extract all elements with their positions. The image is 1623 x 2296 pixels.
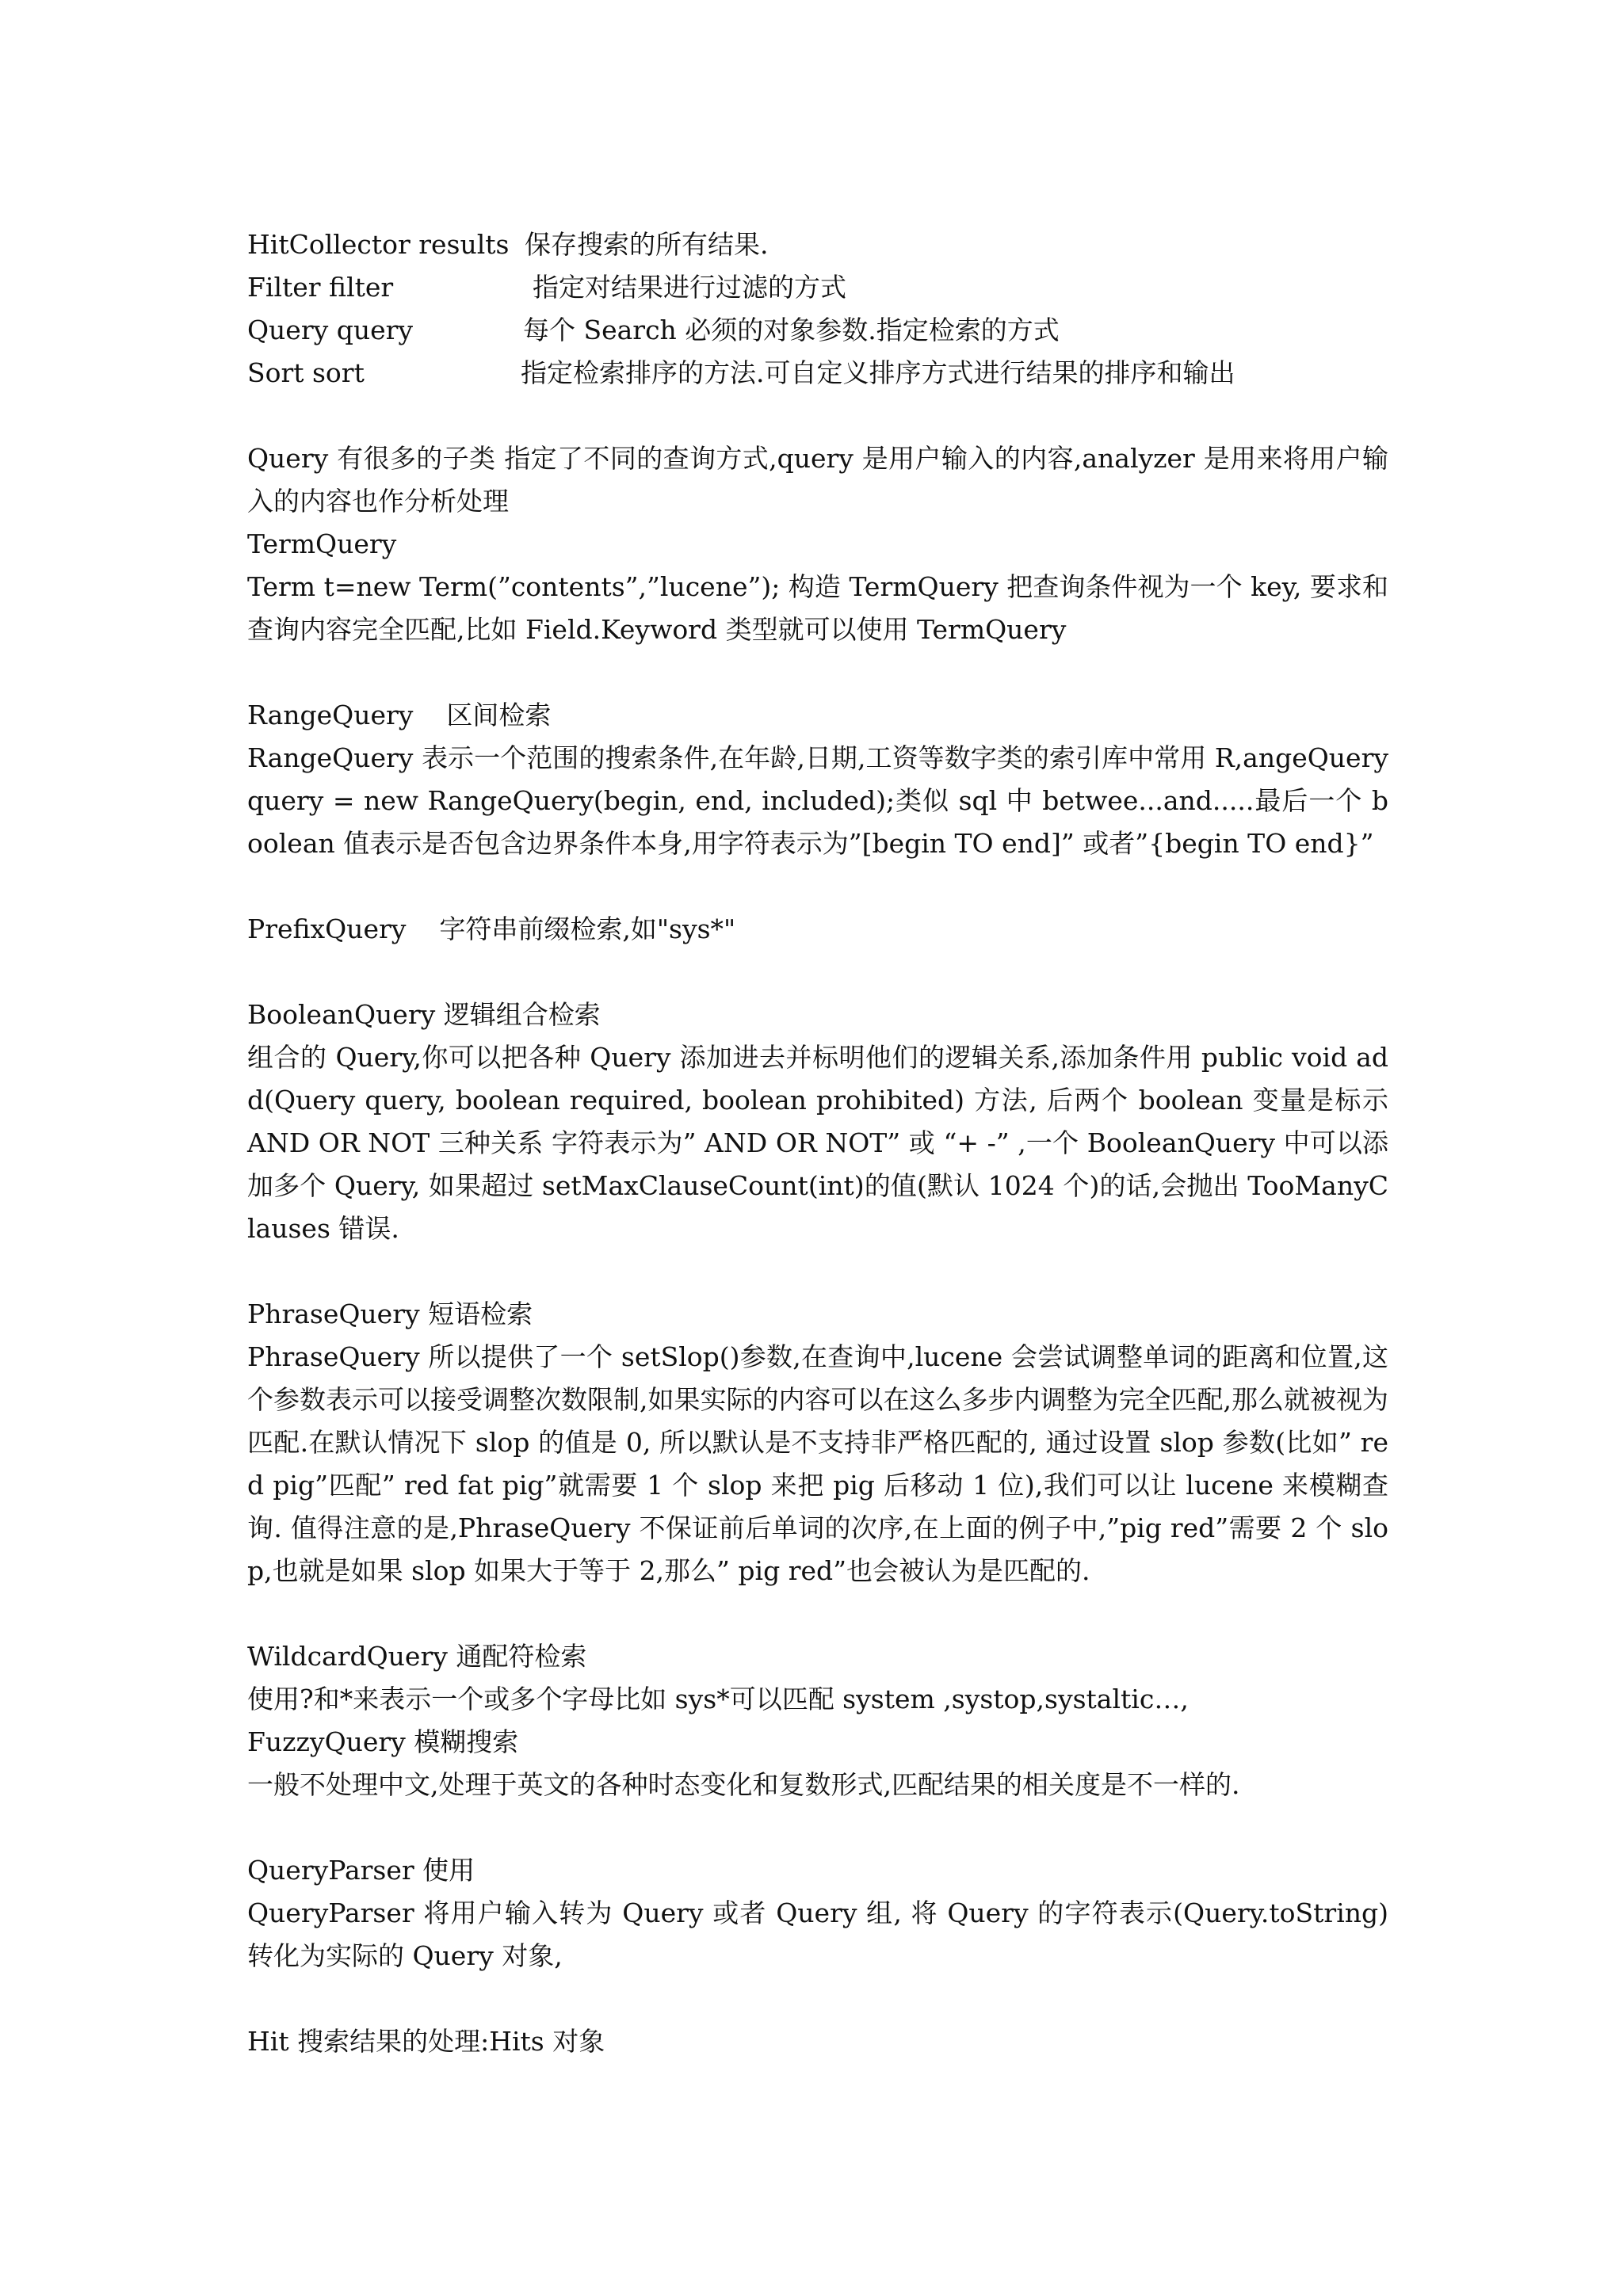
spacer — [247, 395, 1388, 437]
spacer — [247, 1806, 1388, 1849]
wildcard-query-title: WildcardQuery 通配符检索 — [247, 1641, 587, 1672]
spacer — [247, 951, 1388, 994]
hit-title: Hit 搜索结果的处理:Hits 对象 — [247, 2026, 605, 2057]
query-parser-body: QueryParser 将用户输入转为 Query 或者 Query 组, 将 Query 的字符表示(Query.toString)转化为实际的 Query 对象, — [247, 1897, 1388, 1971]
param-name: Sort sort — [247, 357, 365, 388]
boolean-query-title: BooleanQuery 逻辑组合检索 — [247, 999, 601, 1030]
param-row-sort — [247, 352, 1388, 395]
fuzzy-query-title: FuzzyQuery 模糊搜索 — [247, 1726, 519, 1757]
param-row-query — [247, 309, 1388, 352]
range-query-body: RangeQuery 表示一个范围的搜索条件,在年龄,日期,工资等数字类的索引库中常用 R,angeQuery query = new RangeQuery(begin, end, included);类似 sql 中 betwee...and.....最后一个 boolean 值表示是否包含边界条件本身,用字符表示为”[begin TO end]” 或者”{begin TO end}” — [247, 742, 1388, 859]
query-intro-paragraph: Query 有很多的子类 指定了不同的查询方式,query 是用户输入的内容,analyzer 是用来将用户输入的内容也作分析处理 — [247, 443, 1388, 517]
term-query-title: TermQuery — [247, 528, 397, 559]
phrase-query-title: PhraseQuery 短语检索 — [247, 1299, 533, 1329]
spacer — [247, 865, 1388, 908]
term-query-body: Term t=new Term(”contents”,”lucene”); 构造 TermQuery 把查询条件视为一个 key, 要求和查询内容完全匹配,比如 Field.Keyword 类型就可以使用 TermQuery — [247, 571, 1388, 645]
spacer — [247, 1978, 1388, 2020]
param-row-hitcollector — [247, 223, 1388, 266]
param-desc: 指定对结果进行过滤的方式 — [533, 272, 846, 303]
param-desc: 保存搜索的所有结果. — [525, 229, 769, 260]
boolean-query-body: 组合的 Query,你可以把各种 Query 添加进去并标明他们的逻辑关系,添加条件用 public void add(Query query, boolean required, boolean prohibited) 方法, 后两个 boolean 变量是标示 AND OR NOT 三种关系 字符表示为” AND OR NOT” 或 “+ -” ,一个 BooleanQuery 中可以添加多个 Query, 如果超过 setMaxClauseCount(int)的值(默认 1024 个)的话,会抛出 TooManyClauses 错误. — [247, 1042, 1388, 1244]
spacer — [247, 651, 1388, 694]
range-query-title: RangeQuery 区间检索 — [247, 700, 552, 730]
spacer — [247, 1250, 1388, 1293]
phrase-query-body: PhraseQuery 所以提供了一个 setSlop()参数,在查询中,lucene 会尝试调整单词的距离和位置,这个参数表示可以接受调整次数限制,如果实际的内容可以在这么多步内调整为完全匹配,那么就被视为匹配.在默认情况下 slop 的值是 0, 所以默认是不支持非严格匹配的, 通过设置 slop 参数(比如” red pig”匹配” red fat pig”就需要 1 个 slop 来把 pig 后移动 1 位),我们可以让 lucene 来模糊查询. 值得注意的是,PhraseQuery 不保证前后单词的次序,在上面的例子中,”pig red”需要 2 个 slop,也就是如果 slop 如果大于等于 2,那么” pig red”也会被认为是匹配的. — [247, 1341, 1388, 1586]
param-name: HitCollector results — [247, 229, 510, 260]
spacer — [247, 1592, 1388, 1635]
param-row-filter — [247, 266, 1388, 309]
param-name: Query query — [247, 315, 414, 345]
param-name: Filter filter — [247, 272, 394, 303]
document-page — [247, 223, 1388, 2063]
param-desc: 指定检索排序的方法.可自定义排序方式进行结果的排序和输出 — [521, 357, 1235, 388]
param-desc: 每个 Search 必须的对象参数.指定检索的方式 — [523, 315, 1060, 345]
fuzzy-query-body: 一般不处理中文,处理于英文的各种时态变化和复数形式,匹配结果的相关度是不一样的. — [247, 1769, 1240, 1800]
prefix-query-title: PrefixQuery 字符串前缀检索,如"sys*" — [247, 913, 736, 944]
query-parser-title: QueryParser 使用 — [247, 1855, 475, 1886]
wildcard-query-body: 使用?和*来表示一个或多个字母比如 sys*可以匹配 system ,systop,systaltic…, — [247, 1684, 1189, 1714]
